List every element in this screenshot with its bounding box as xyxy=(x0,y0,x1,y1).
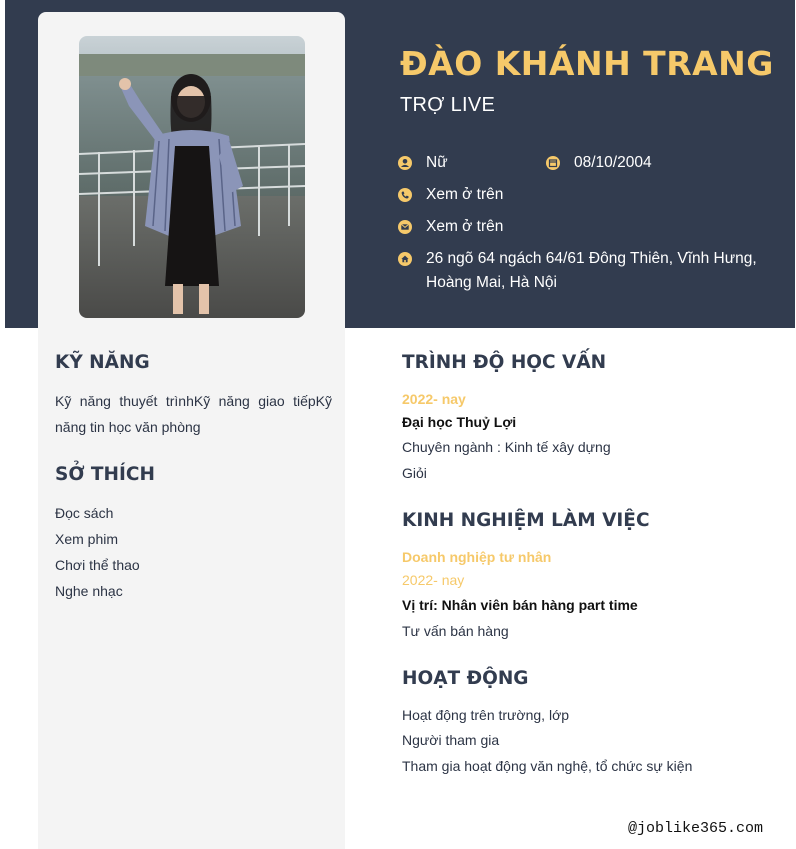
calendar-icon xyxy=(546,156,560,170)
education-major: Chuyên ngành : Kinh tế xây dựng xyxy=(402,439,611,455)
education-grade: Giỏi xyxy=(402,465,427,481)
experience-description: Tư vấn bán hàng xyxy=(402,623,509,639)
phone-row xyxy=(398,183,503,207)
experience-heading: KINH NGHIỆM LÀM VIỆC xyxy=(402,510,650,531)
address-row xyxy=(398,247,757,295)
address-line-1: 26 ngõ 64 ngách 64/61 Đông Thiên, Vĩnh Hưng, xyxy=(426,250,757,267)
hobbies-heading: SỞ THÍCH xyxy=(55,464,155,485)
phone-icon xyxy=(398,188,412,202)
user-icon xyxy=(398,156,412,170)
education-period: 2022- nay xyxy=(402,391,466,407)
birthdate-value: 08/10/2004 xyxy=(574,154,652,171)
education-heading: TRÌNH ĐỘ HỌC VẤN xyxy=(402,352,607,373)
skills-text: Kỹ năng thuyết trìnhKỹ năng giao tiếpKỹ năng tin học văn phòng xyxy=(55,393,332,435)
email-icon xyxy=(398,220,412,234)
watermark: @joblike365.com xyxy=(627,820,763,837)
skills-heading: KỸ NĂNG xyxy=(55,352,150,373)
experience-period: 2022- nay xyxy=(402,572,465,588)
experience-position: Vị trí: Nhân viên bán hàng part time xyxy=(402,597,638,613)
birthdate-row xyxy=(546,151,652,175)
activity-item: Người tham gia xyxy=(402,732,500,748)
hobby-item: Đọc sách xyxy=(55,505,114,521)
hobby-item: Nghe nhạc xyxy=(55,583,123,599)
gender-row xyxy=(398,151,448,175)
gender-value: Nữ xyxy=(426,154,448,171)
address-value xyxy=(426,247,757,295)
hobby-item: Chơi thể thao xyxy=(55,557,140,573)
home-icon xyxy=(398,252,412,266)
experience-company: Doanh nghiệp tư nhân xyxy=(402,549,552,565)
education-school: Đại học Thuỷ Lợi xyxy=(402,414,517,430)
activity-item: Tham gia hoạt động văn nghệ, tổ chức sự kiện xyxy=(402,758,693,774)
activities-heading: HOẠT ĐỘNG xyxy=(402,668,529,689)
hobby-item: Xem phim xyxy=(55,531,119,547)
job-title: TRỢ LIVE xyxy=(400,94,496,116)
candidate-name: ĐÀO KHÁNH TRANG xyxy=(400,44,774,83)
address-line-2: Hoàng Mai, Hà Nội xyxy=(426,274,557,291)
email-row xyxy=(398,215,503,239)
profile-photo xyxy=(79,36,305,318)
phone-value: Xem ở trên xyxy=(426,186,504,203)
activity-item: Hoạt động trên trường, lớp xyxy=(402,707,570,723)
email-value: Xem ở trên xyxy=(426,218,504,235)
